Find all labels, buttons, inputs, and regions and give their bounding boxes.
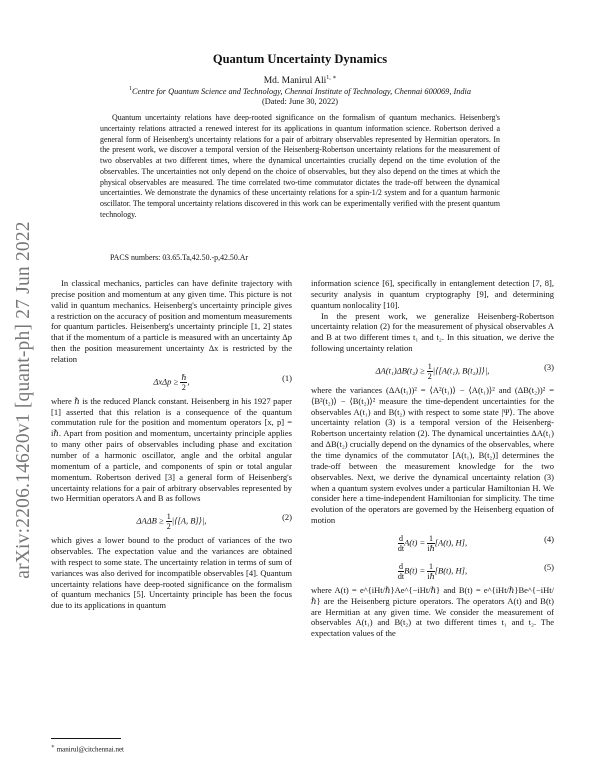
eq5-tail: [B(t), H],: [434, 565, 468, 576]
affiliation: Centre for Quantum Science and Technology, Chennai Institute of Technology, Chennai 600069, India: [132, 86, 471, 96]
left-paragraph-3: which gives a lower bound to the product of variances of the two observables. The expectation value and the variances are obtained with respect to some state. The uncertainty relation in terms of sum of variances was also derived for incompatible observables [4]. Quantum uncertainty relations have deep-rooted significance on the formalism of quantum mechanics [5]. Uncertainty principle has been the focus due to its applications in quantum: [51, 535, 292, 611]
eq1-lhs: ΔxΔp ≥: [153, 376, 181, 387]
paper-title: Quantum Uncertainty Dynamics: [212, 52, 388, 66]
eq3-lhs: ΔA(t₁)ΔB(t₂) ≥: [375, 365, 427, 376]
eq5-den: dt: [397, 571, 405, 581]
eq2-den: 2: [166, 522, 171, 532]
eq4-fraction: [427, 534, 434, 553]
eq2-lhs: ΔAΔB ≥: [136, 515, 166, 526]
eq1-label: (1): [282, 372, 292, 383]
eq4-num2: 1: [429, 533, 434, 543]
eq5-num: d: [399, 561, 404, 571]
footnote-rule: [51, 738, 121, 739]
author-mark: 1, ∗: [326, 75, 337, 81]
eq5-num2: 1: [429, 561, 434, 571]
eq3-label: (3): [544, 361, 554, 372]
affiliation-line: [0, 86, 600, 96]
eq1-den: 2: [181, 382, 186, 392]
eq1-tail: ,: [187, 376, 190, 387]
pacs-numbers: PACS numbers: 03.65.Ta,42.50.-p,42.50.Ar: [110, 253, 249, 262]
eq5-mid: B(t) =: [404, 565, 428, 576]
eq4-num: d: [399, 533, 404, 543]
author-name: Md. Manirul Ali: [263, 76, 327, 87]
equation-3: [311, 357, 554, 382]
right-column: [311, 278, 554, 639]
equation-1: [51, 368, 292, 393]
footnote: [51, 744, 124, 753]
eq4-tail: [A(t), H],: [434, 537, 468, 548]
affiliation-mark: 1: [129, 86, 132, 92]
footnote-mark: ∗: [51, 744, 55, 750]
eq2-tail: |⟨[A, B]⟩|,: [171, 515, 207, 526]
left-paragraph-1: In classical mechanics, particles can have definite trajectory with precise position and momentum at any given time. This picture is not valid in quantum mechanics. Heisenberg's uncertainty principle gives a restriction on the accuracy of position and momentum measurements for quantum particles. Heisenberg's uncertainty principle [1, 2] states that if the momentum of a particle is measured with an uncertainty Δp then the position measurement uncertainty Δx is restricted by the relation: [51, 278, 292, 364]
eq3-tail: |⟨[A(t₁), B(t₂)]⟩|,: [432, 365, 490, 376]
eq2-num: 1: [166, 512, 171, 522]
eq3-num: 1: [427, 361, 432, 371]
dated-line: (Dated: June 30, 2022): [261, 97, 339, 106]
abstract: Quantum uncertainty relations have deep-rooted significance on the formalism of quantum mechanics. Heisenberg's uncertainty relations attracted a renewed interest for its applications in quantum information science. Robertson derived a general form of Heisenberg's uncertainty relations for a pair of arbitrary observables represented by Hermitian operators. In the present work, we discover a temporal version of the Heisenberg-Robertson uncertainty relations for the measurement of two observables at two different times, where the dynamical uncertainties crucially depend on the time evolution of the observables. The uncertainties not only depend on the choice of observables, but they also depend on the times at which the physical observables are measured. The time correlated two-time commutator dictates the trade-off between the dynamical uncertainties. We demonstrate the dynamics of these uncertainty relations for a spin-1/2 system and for a quantum harmonic oscillator. The temporal uncertainty relations discovered in this work can be experimentally verified with the present quantum technology.: [100, 113, 500, 219]
footnote-email[interactable]: manirul@citchennai.net: [56, 745, 125, 754]
eq4-label: (4): [544, 533, 554, 544]
left-paragraph-2: where ℏ is the reduced Planck constant. Heisenberg in his 1927 paper [1] asserted that this relation is a consequence of the quantum commutation rule for the position and momentum operators [x, p] = iℏ. Apart from position and momentum, uncertainty principle applies to many other pairs of observables including phase and excitation number of a harmonic oscillator, angle and the orbital angular momentum of a particle, and components of spin or total angular momentum. Robertson derived [3] a general form of Heisenberg's uncertainty relations for a pair of arbitrary observables represented by two Hermitian operators A and B as follows: [51, 395, 292, 504]
arxiv-identifier: arXiv:2206.14620v1 [quant-ph] 27 Jun 2022: [13, 221, 34, 579]
eq5-label: (5): [544, 561, 554, 572]
right-paragraph-1: information science [6], specifically in entanglement detection [7, 8], security analysis in quantum cryptography [9], and determining quantum nonlocality [10].: [311, 278, 554, 310]
arxiv-sidebar: [4, 190, 44, 610]
right-paragraph-4: where A(t) = e^{iHt/ℏ}Ae^{−iHt/ℏ} and B(t) = e^{iHt/ℏ}Be^{−iHt/ℏ} are the Heisenberg picture operators. The operators A(t) and B(t) are Hermitian at any given time. We consider the measurement of observables A(t₁) and B(t₂) at two different times t₁ and t₂. The expectation values of the: [311, 584, 554, 639]
right-paragraph-3: where the variances (ΔA(t₁))² = ⟨A²(t₁)⟩ − ⟨A(t₁)⟩² and (ΔB(t₂))² = ⟨B²(t₂)⟩ − ⟨B(t₂)⟩² measure the time-dependent uncertainties for the observables A(t₁) and B(t₂) with respect to some state |Ψ⟩. The above uncertainty relation (3) is a temporal version of the Heisenberg-Robertson uncertainty relation (2). The dynamical uncertainties ΔA(t₁) and ΔB(t₂) crucially depend on the dynamics of the observables, where the time dynamics of the commutator [A(t₁), B(t₂)] determines the trade-off between the measurement knowledge for the two observables. Next, we derive the dynamical uncertainty relation (3) when a quantum system evolves under a particular Hamiltonian H. We consider here a time-independent Hamiltonian for simplicity. The time evolution of the operators are governed by the Heisenberg equation of motion: [311, 384, 554, 526]
equation-5: [311, 557, 554, 582]
right-paragraph-2: In the present work, we generalize Heisenberg-Robertson uncertainty relation (2) for the measurement of physical observables A and B at two different times t₁ and t₂. In this situation, we derive the following uncertainty relation: [311, 310, 554, 354]
equation-4: [311, 529, 554, 554]
eq5-fraction: [427, 562, 434, 581]
author-line: [0, 74, 600, 86]
eq2-label: (2): [282, 512, 292, 523]
eq5-den2: iℏ: [427, 571, 435, 581]
left-column: [51, 278, 292, 611]
eq4-den2: iℏ: [427, 543, 435, 553]
eq4-mid: A(t) =: [404, 537, 428, 548]
equation-2: [51, 507, 292, 532]
eq4-den: dt: [397, 543, 405, 553]
eq3-den: 2: [427, 371, 432, 381]
eq1-num: ℏ: [181, 372, 187, 382]
